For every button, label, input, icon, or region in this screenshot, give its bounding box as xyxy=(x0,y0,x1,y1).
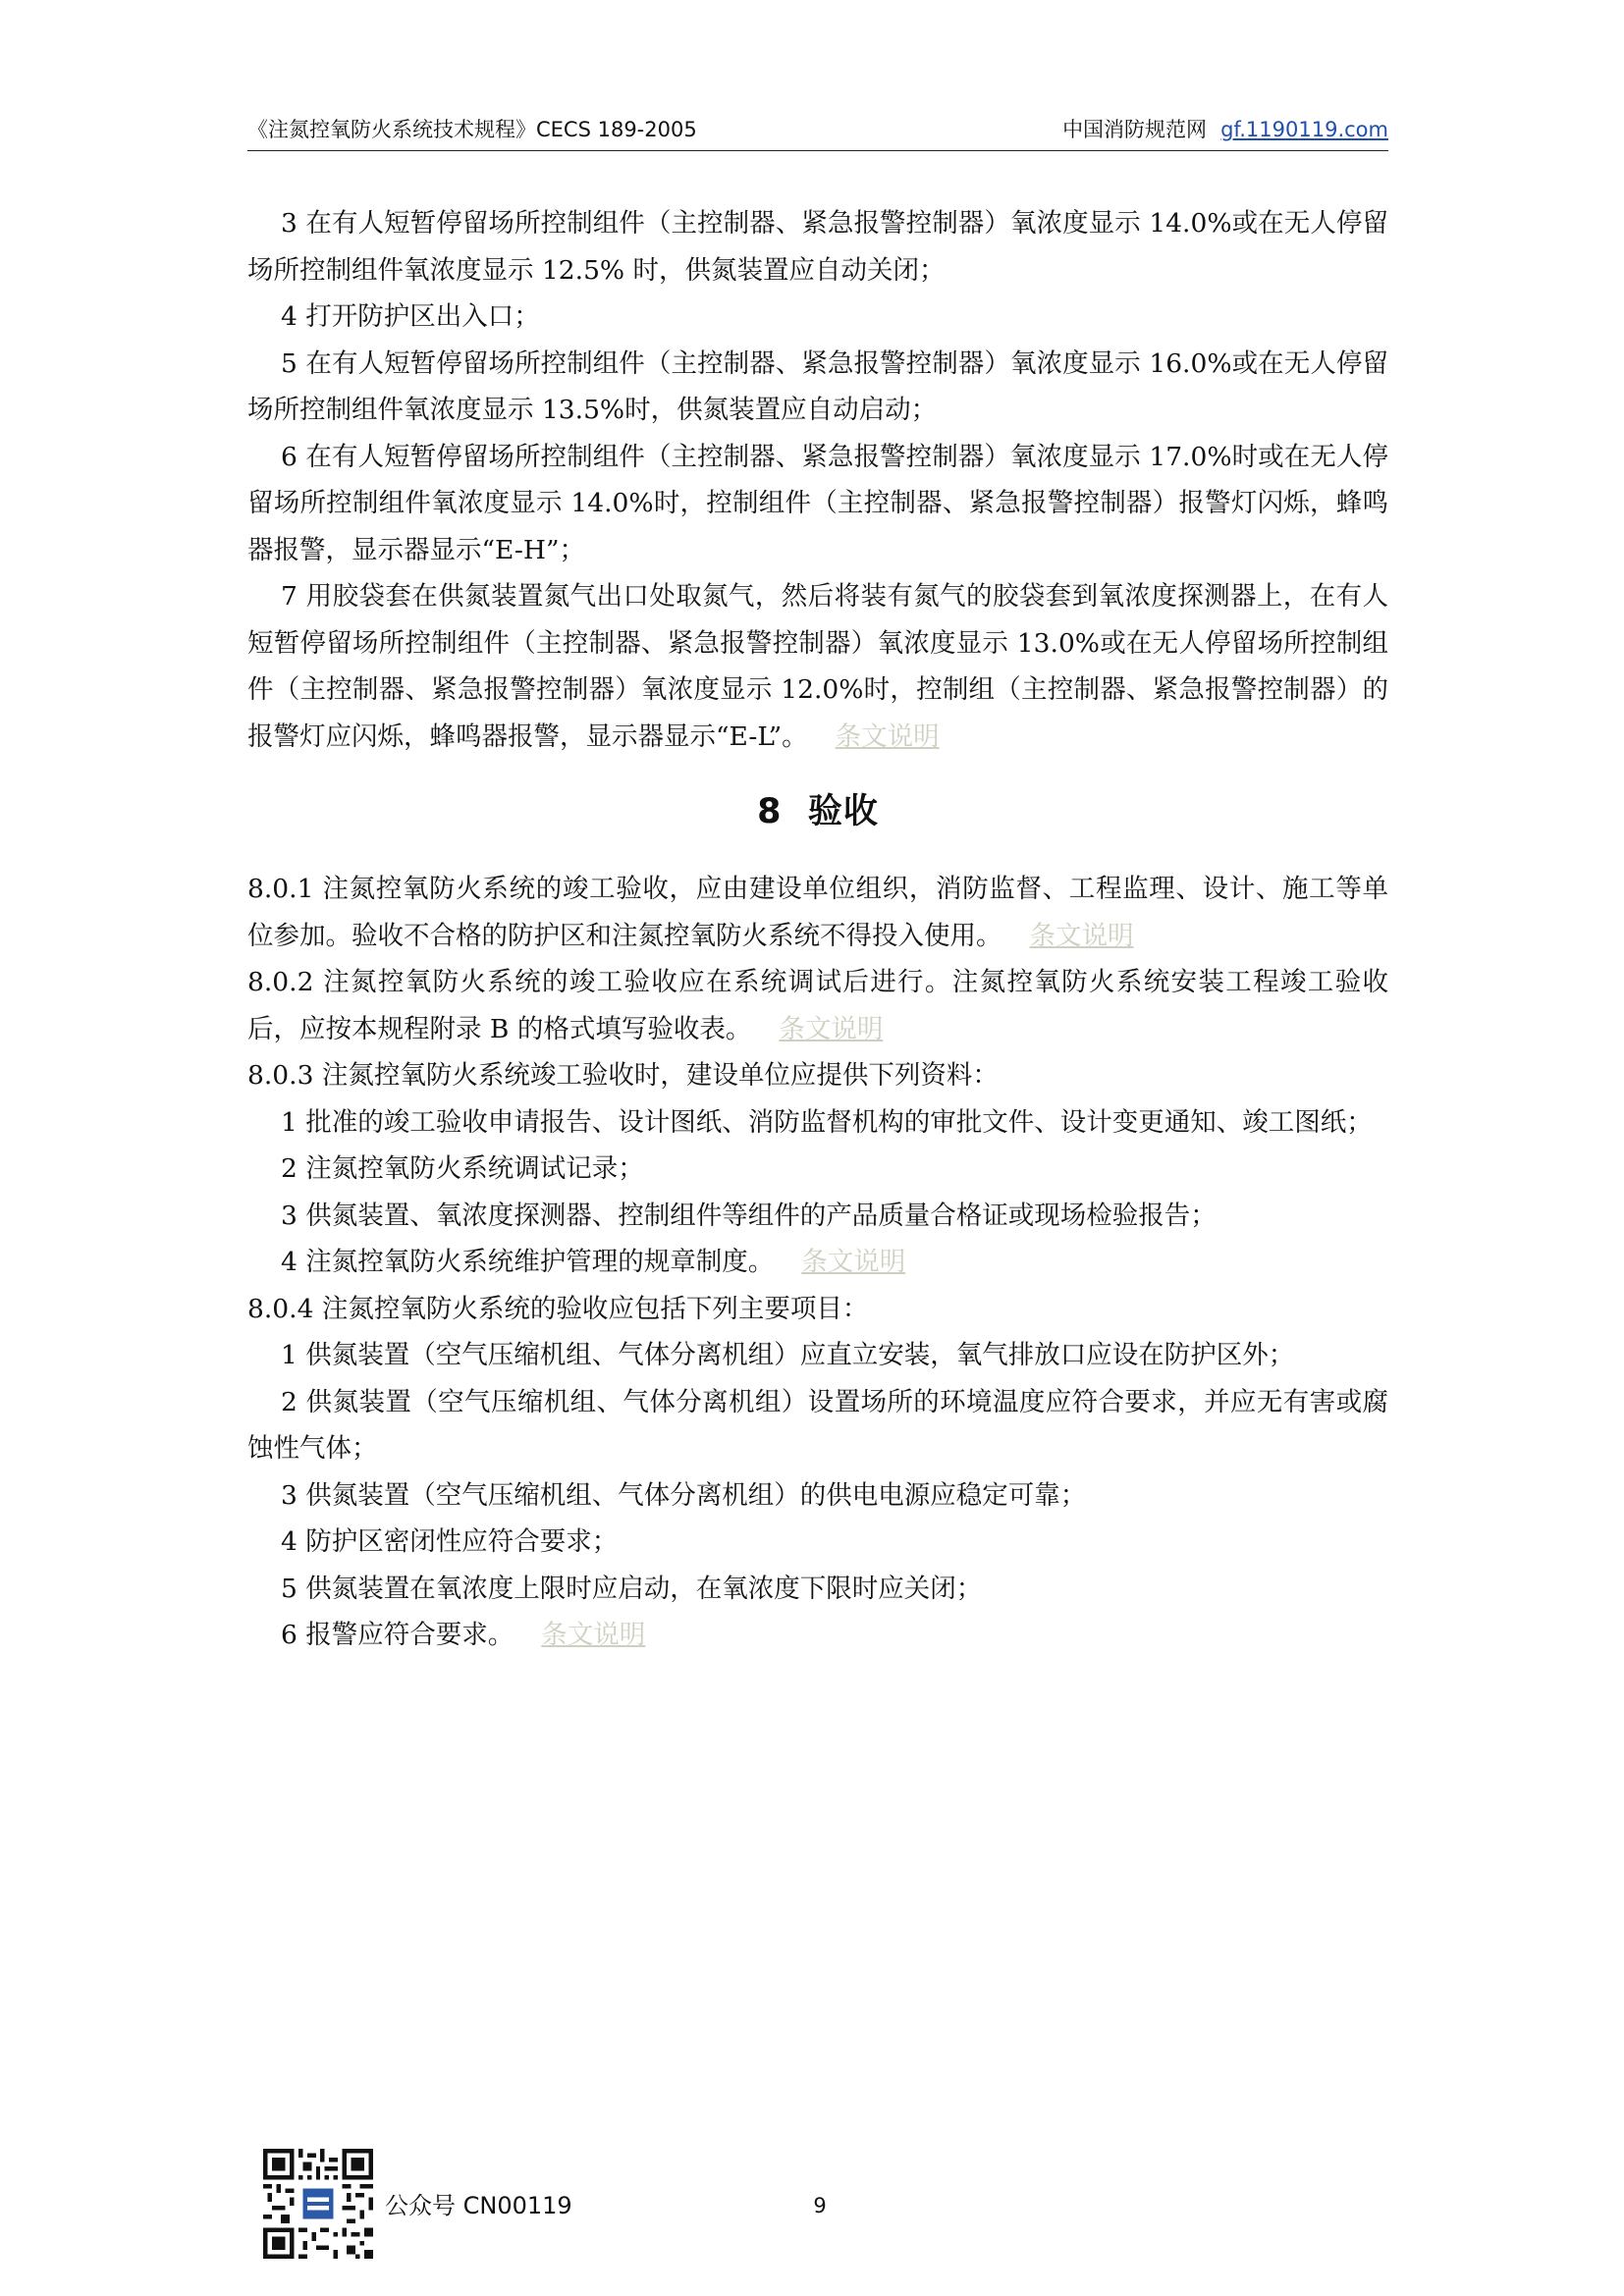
site-info xyxy=(1062,115,1388,144)
clause-text: 8.0.2 注氮控氧防火系统的竣工验收应在系统调试后进行。注氮控氧防火系统安装工程竣工验收后，应按本规程附录 B 的格式填写验收表。 xyxy=(247,967,1388,1044)
list-item: 2 注氮控氧防火系统调试记录； xyxy=(281,1153,644,1184)
list-item: 3 供氮装置、氧浓度探测器、控制组件等组件的产品质量合格证或现场检验报告； xyxy=(281,1200,1217,1231)
list-item: 6 在有人短暂停留场所控制组件（主控制器、紧急报警控制器）氧浓度显示 17.0%时或在无人停留场所控制组件氧浓度显示 14.0%时，控制组件（主控制器、紧急报警控制器）报警灯闪烁，蜂鸣器报警，显示器显示“E-H”； xyxy=(247,441,1388,565)
item-text: 4 注氮控氧防火系统维护管理的规章制度。 xyxy=(281,1247,775,1277)
list-item: 1 批准的竣工验收申请报告、设计图纸、消防监督机构的审批文件、设计变更通知、竣工图纸； xyxy=(281,1106,1373,1138)
list-item: 1 供氮装置（空气压缩机组、气体分离机组）应直立安装，氧气排放口应设在防护区外； xyxy=(281,1340,1295,1370)
item-text: 6 报警应符合要求。 xyxy=(281,1620,514,1650)
site-name: 中国消防规范网 xyxy=(1062,118,1208,141)
list-item: 3 供氮装置（空气压缩机组、气体分离机组）的供电电源应稳定可靠； xyxy=(281,1479,1087,1511)
chapter-heading xyxy=(247,777,1388,846)
qr-code-icon xyxy=(263,2149,373,2259)
clause-8-0-3: 8.0.3 注氮控氧防火系统竣工验收时，建设单位应提供下列资料： xyxy=(247,1060,999,1091)
list-item: 2 供氮装置（空气压缩机组、气体分离机组）设置场所的环境温度应符合要求，并应无有害或腐蚀性气体； xyxy=(247,1386,1388,1464)
site-link[interactable]: gf.1190119.com xyxy=(1220,118,1388,141)
list-item: 4 打开防护区出入口； xyxy=(281,301,540,332)
clause-note-link[interactable]: 条文说明 xyxy=(801,1247,906,1277)
clause-note-link[interactable]: 条文说明 xyxy=(1029,920,1134,951)
page-content xyxy=(247,200,1388,1659)
list-item xyxy=(247,573,1388,760)
clause-note-link[interactable]: 条文说明 xyxy=(541,1620,646,1650)
clause-8-0-4: 8.0.4 注氮控氧防火系统的验收应包括下列主要项目： xyxy=(247,1293,869,1324)
clause-8-0-2 xyxy=(247,959,1388,1052)
list-item: 5 供氮装置在氧浓度上限时应启动，在氧浓度下限时应关闭； xyxy=(281,1573,983,1604)
chapter-title: 验收 xyxy=(807,792,879,831)
chapter-number: 8 xyxy=(757,792,783,831)
wechat-account: 公众号 CN00119 xyxy=(385,2192,572,2219)
document-title: 《注氮控氧防火系统技术规程》CECS 189-2005 xyxy=(247,118,697,141)
clause-note-link[interactable]: 条文说明 xyxy=(835,721,940,752)
clause-text: 8.0.1 注氮控氧防火系统的竣工验收，应由建设单位组织，消防监督、工程监理、设计、施工等单位参加。验收不合格的防护区和注氮控氧防火系统不得投入使用。 xyxy=(247,874,1388,951)
list-item xyxy=(247,1612,1388,1659)
list-item: 4 防护区密闭性应符合要求； xyxy=(281,1526,619,1557)
page-header xyxy=(247,115,1388,151)
page-number: 9 xyxy=(813,2194,827,2217)
clause-8-0-1 xyxy=(247,866,1388,959)
list-item: 5 在有人短暂停留场所控制组件（主控制器、紧急报警控制器）氧浓度显示 16.0%或在无人停留场所控制组件氧浓度显示 13.5%时，供氮装置应自动启动； xyxy=(247,347,1388,425)
list-item xyxy=(247,1239,1388,1286)
clause-note-link[interactable]: 条文说明 xyxy=(779,1013,884,1044)
item-text: 7 用胶袋套在供氮装置氮气出口处取氮气，然后将装有氮气的胶袋套到氧浓度探测器上，在有人短暂停留场所控制组件（主控制器、紧急报警控制器）氧浓度显示 13.0%或在无人停留场所控制组件（主控制器、紧急报警控制器）氧浓度显示 12.0%时，控制组（主控制器、紧急报警控制器）的报警灯应闪烁，蜂鸣器报警，显示器显示“E-L”。 xyxy=(247,581,1388,752)
list-item: 3 在有人短暂停留场所控制组件（主控制器、紧急报警控制器）氧浓度显示 14.0%或在无人停留场所控制组件氧浓度显示 12.5% 时，供氮装置应自动关闭； xyxy=(247,208,1388,286)
